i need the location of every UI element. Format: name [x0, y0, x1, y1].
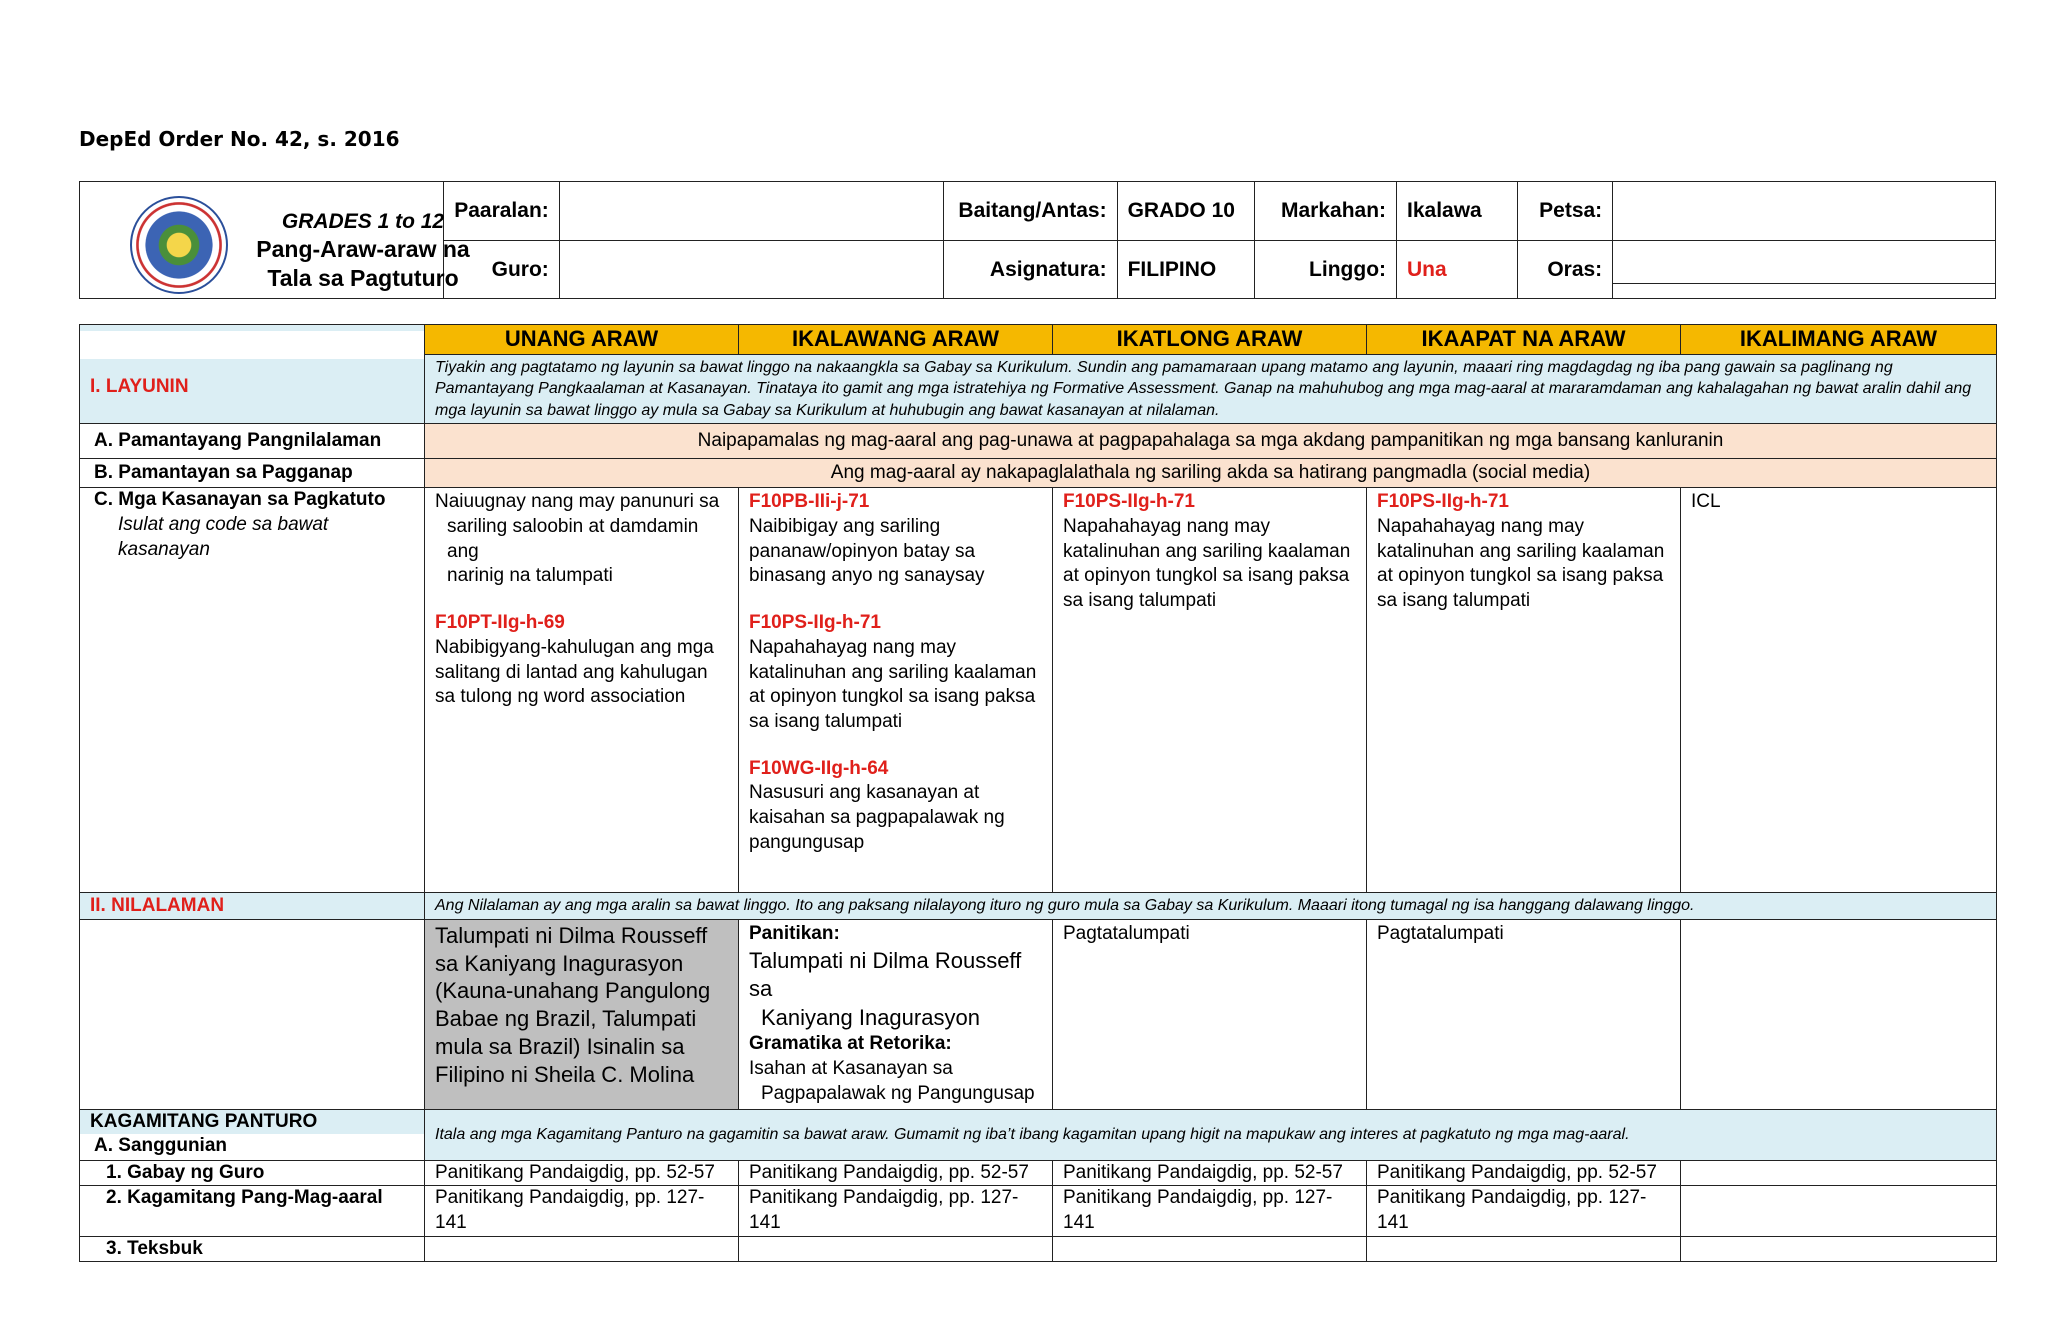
oras-line-1	[1613, 255, 1995, 284]
kasanayan-day-2-code-2: F10PS-IIg-h-71	[749, 612, 881, 634]
kasanayan-day-3-text: Napahahayag nang may katalinuhan ang sariling kaalaman at opinyon tungkol sa isang paksa sa isang talumpati	[1063, 516, 1351, 612]
kasanayan-day-4	[1367, 488, 1681, 893]
nilalaman-note: Ang Nilalaman ay ang mga aralin sa bawat linggo. Ito ang paksang nilalayong ituro ng guro mula sa Gabay sa Kurikulum. Maaari itong tumagal ng isa hanggang dalawang linggo.	[425, 893, 1997, 920]
nilalaman-day-2-text-1-line1: Talumpati ni Dilma Rousseff sa	[749, 947, 1022, 1002]
nilalaman-day-2-text-2-line1: Isahan at Kasanayan sa	[749, 1058, 953, 1080]
kasanayan-day-1-code: F10PT-IIg-h-69	[435, 612, 565, 634]
nilalaman-day-2-heading-1: Panitikan:	[749, 922, 840, 944]
linggo-value: Una	[1397, 240, 1518, 299]
gabay-day-3: Panitikang Pandaigdig, pp. 52-57	[1053, 1160, 1367, 1186]
deped-seal-logo	[130, 196, 228, 294]
kasanayan-day-3	[1053, 488, 1367, 893]
paaralan-label: Paaralan:	[443, 182, 559, 241]
linggo-label: Linggo:	[1254, 240, 1396, 299]
nilalaman-day-3: Pagtatalumpati	[1053, 919, 1367, 1109]
day-3-header: IKATLONG ARAW	[1053, 325, 1367, 355]
magaaral-day-3: Panitikang Pandaigdig, pp. 127-141	[1053, 1186, 1367, 1236]
header-table	[79, 181, 1996, 299]
nilalaman-day-2-text-2-line2: Pagpapalawak ng Pangungusap	[761, 1082, 1035, 1104]
asignatura-value: FILIPINO	[1117, 240, 1254, 299]
layunin-label-cell	[80, 325, 425, 424]
day-4-header: IKAAPAT NA ARAW	[1367, 325, 1681, 355]
kasanayan-day-4-text: Napahahayag nang may katalinuhan ang sariling kaalaman at opinyon tungkol sa isang paksa sa isang talumpati	[1377, 516, 1665, 612]
gabay-day-5	[1681, 1160, 1997, 1186]
teksbuk-day-5	[1681, 1236, 1997, 1262]
teksbuk-label: 3. Teksbuk	[80, 1236, 425, 1262]
layunin-label: I. LAYUNIN	[90, 375, 189, 397]
header-title-cell	[80, 182, 470, 299]
nilalaman-day-2-text-1-line2: Kaniyang Inagurasyon	[761, 1004, 980, 1030]
kasanayan-day-1-text2: Nabibigyang-kahulugan ang mga salitang di lantad ang kahulugan sa tulong ng word association	[435, 636, 714, 708]
day-5-header: IKALIMANG ARAW	[1681, 325, 1997, 355]
teksbuk-day-4	[1367, 1236, 1681, 1262]
kagamitang-mag-aaral-label: 2. Kagamitang Pang-Mag-aaral	[80, 1186, 425, 1236]
markahan-value: Ikalawa	[1397, 182, 1518, 241]
kasanayan-day-2-text-1: Naibibigay ang sariling pananaw/opinyon batay sa binasang anyo ng sanaysay	[749, 516, 985, 587]
kasanayan-day-1-text1-line3: narinig na talumpati	[447, 565, 613, 587]
lesson-plan-table	[79, 324, 1997, 1262]
title-line-1: Pang-Araw-araw na	[256, 236, 470, 263]
nilalaman-label: II. NILALAMAN	[80, 893, 425, 920]
kasanayan-day-2-code-1: F10PB-IIi-j-71	[749, 491, 870, 513]
header-title-block	[248, 208, 478, 293]
kasanayan-day-1	[425, 488, 739, 893]
petsa-label: Petsa:	[1518, 182, 1613, 241]
kasanayan-day-2-text-3: Nasusuri ang kasanayan at kaisahan sa pagpapalawak ng pangungusap	[749, 782, 1005, 853]
kagamitan-note: Itala ang mga Kagamitang Panturo na gagamitin sa bawat araw. Gumamit ng iba’t ibang kagamitan upang higit na mapukaw ang interes at pagkatuto ng mga mag-aaral.	[425, 1109, 1997, 1160]
kasanayan-sublabel: Isulat ang code sa bawat kasanayan	[118, 514, 329, 560]
magaaral-day-2: Panitikang Pandaigdig, pp. 127-141	[739, 1186, 1053, 1236]
teksbuk-day-2	[739, 1236, 1053, 1262]
petsa-field[interactable]	[1613, 182, 1996, 241]
kasanayan-day-1-text1-line2: sariling saloobin at damdamin ang	[447, 516, 699, 562]
teksbuk-day-1	[425, 1236, 739, 1262]
title-line-2: Tala sa Pagtuturo	[267, 265, 459, 292]
guro-field[interactable]	[559, 240, 943, 299]
sanggunian-label: A. Sanggunian	[94, 1135, 227, 1157]
grades-label: GRADES 1 to 12	[281, 210, 445, 233]
kagamitan-label: KAGAMITANG PANTURO	[80, 1110, 424, 1135]
pamantayan-pagganap-value: Ang mag-aaral ay nakapaglalathala ng sariling akda sa hatirang pangmadla (social media)	[425, 459, 1997, 488]
gabay-guro-label: 1. Gabay ng Guro	[80, 1160, 425, 1186]
nilalaman-day-4: Pagtatalumpati	[1367, 919, 1681, 1109]
kasanayan-day-3-code: F10PS-IIg-h-71	[1063, 491, 1195, 513]
teksbuk-day-3	[1053, 1236, 1367, 1262]
kasanayan-day-5: ICL	[1681, 488, 1997, 893]
nilalaman-day-2	[739, 919, 1053, 1109]
nilalaman-empty-cell	[80, 919, 425, 1109]
markahan-label: Markahan:	[1254, 182, 1396, 241]
baitang-value: GRADO 10	[1117, 182, 1254, 241]
layunin-note: Tiyakin ang pagtatamo ng layunin sa bawat linggo na nakaangkla sa Gabay sa Kurikulum. Sundin ang pamamaraan upang matamo ang layunin, maaari ring magdagdag ng iba pang gawain sa paglinang ng Pamantayang Pangkaalaman at Kasanayan. Tinataya ito gamit ang mga istratehiya ng Formative Assessment. Ganap na mahuhubog ang mga mag-aaral at mararamdaman ang kahalagahan ng bawat aralin dahil ang mga layunin sa bawat linggo ay mula sa Gabay sa Kurikulum at huhubugin ang bawat kasanayan at nilalaman.	[425, 354, 1997, 424]
magaaral-day-1: Panitikang Pandaigdig, pp. 127-141	[425, 1186, 739, 1236]
kasanayan-day-1-text1-line1: Naiuugnay nang may panunuri sa	[435, 491, 720, 513]
kasanayan-day-2	[739, 488, 1053, 893]
kasanayan-day-4-code: F10PS-IIg-h-71	[1377, 491, 1509, 513]
kasanayan-day-2-text-2: Napahahayag nang may katalinuhan ang sariling kaalaman at opinyon tungkol sa isang paksa sa isang talumpati	[749, 636, 1037, 732]
pamantayang-pangnilalaman-value: Naipapamalas ng mag-aaral ang pag-unawa at pagpapahalaga sa mga akdang pampanitikan ng mga bansang kanluranin	[425, 424, 1997, 459]
guro-label: Guro:	[443, 240, 559, 299]
nilalaman-day-1: Talumpati ni Dilma Rousseff sa Kaniyang Inagurasyon (Kauna-unahang Pangulong Babae ng Brazil, Talumpati mula sa Brazil) Isinalin sa Filipino ni Sheila C. Molina	[425, 919, 739, 1109]
kasanayan-label-cell	[80, 488, 425, 893]
doc-title: DepEd Order No. 42, s. 2016	[79, 127, 400, 151]
nilalaman-day-5	[1681, 919, 1997, 1109]
gabay-day-1: Panitikang Pandaigdig, pp. 52-57	[425, 1160, 739, 1186]
paaralan-field[interactable]	[559, 182, 943, 241]
gabay-day-2: Panitikang Pandaigdig, pp. 52-57	[739, 1160, 1053, 1186]
oras-label: Oras:	[1518, 240, 1613, 299]
magaaral-day-4: Panitikang Pandaigdig, pp. 127-141	[1367, 1186, 1681, 1236]
magaaral-day-5	[1681, 1186, 1997, 1236]
asignatura-label: Asignatura:	[943, 240, 1117, 299]
kasanayan-day-2-code-3: F10WG-IIg-h-64	[749, 757, 889, 779]
baitang-label: Baitang/Antas:	[943, 182, 1117, 241]
pamantayang-pangnilalaman-label: A. Pamantayang Pangnilalaman	[80, 424, 425, 459]
gabay-day-4: Panitikang Pandaigdig, pp. 52-57	[1367, 1160, 1681, 1186]
day-2-header: IKALAWANG ARAW	[739, 325, 1053, 355]
kagamitan-label-cell	[80, 1109, 425, 1160]
day-1-header: UNANG ARAW	[425, 325, 739, 355]
nilalaman-day-2-heading-2: Gramatika at Retorika:	[749, 1033, 952, 1055]
kasanayan-label: C. Mga Kasanayan sa Pagkatuto	[94, 489, 386, 511]
oras-field[interactable]	[1613, 240, 1996, 299]
pamantayan-pagganap-label: B. Pamantayan sa Pagganap	[80, 459, 425, 488]
